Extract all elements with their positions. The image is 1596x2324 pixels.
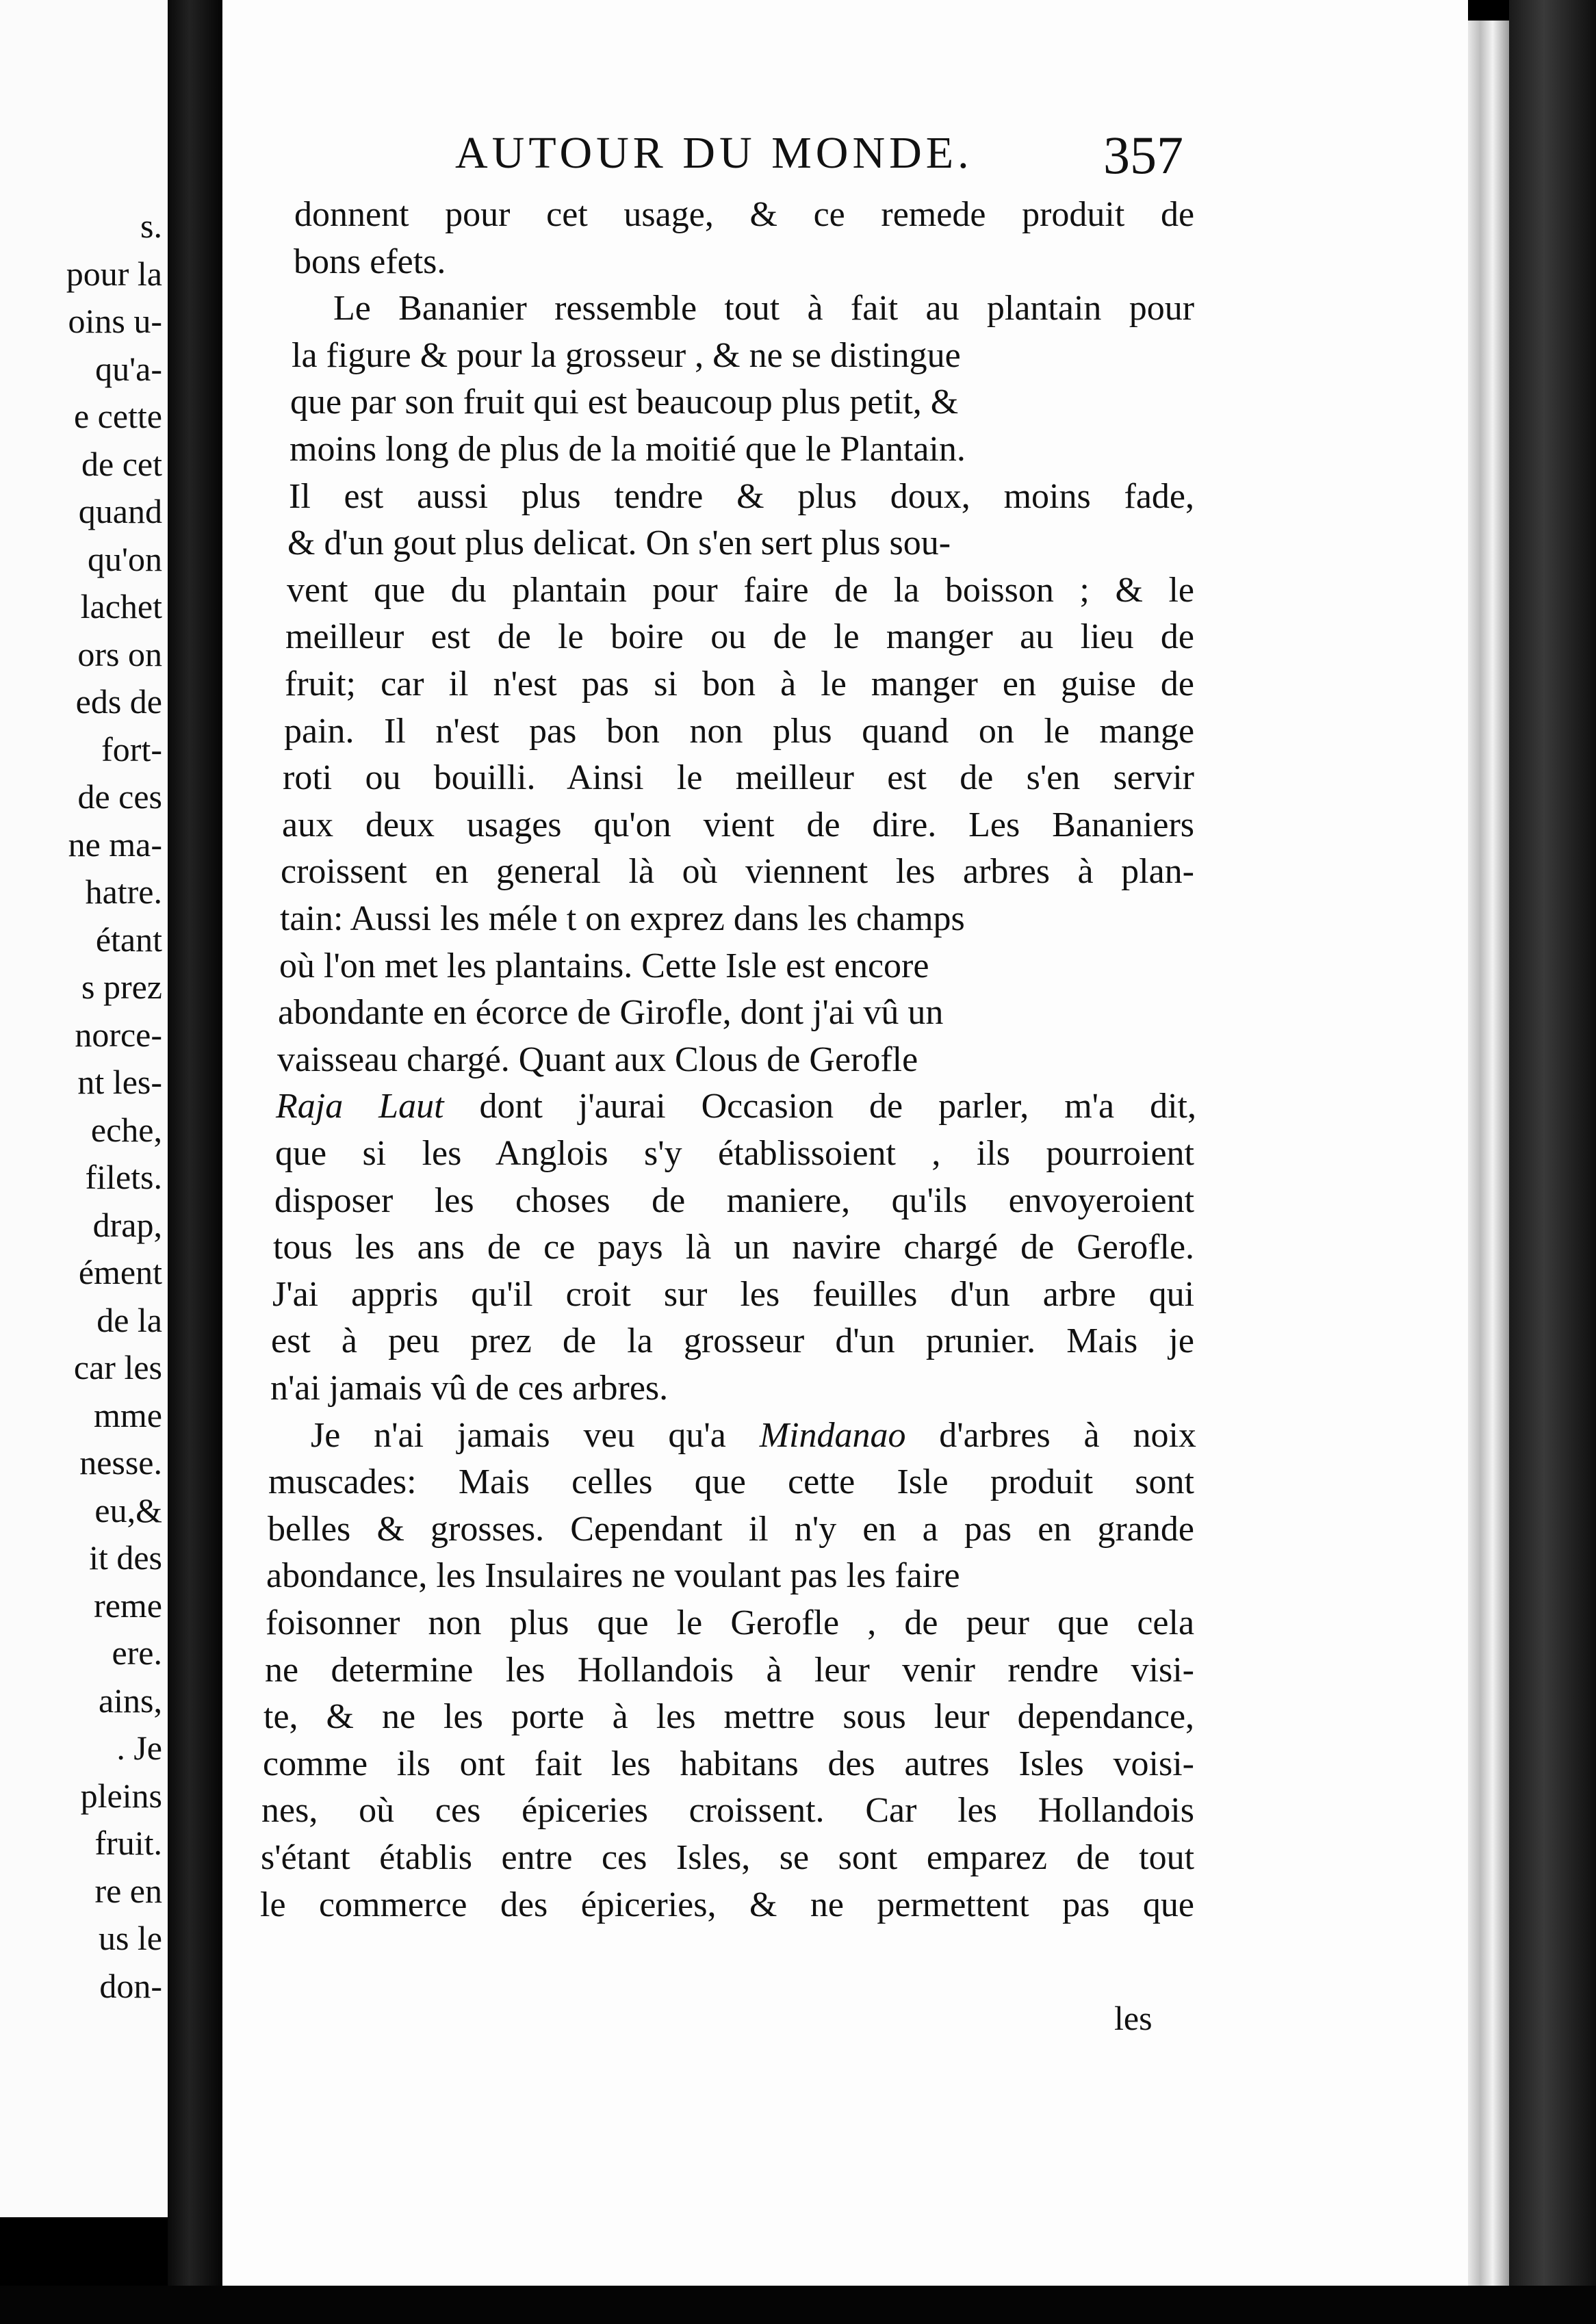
- body-text-line: disposer les choses de maniere, qu'ils envoyeroient: [274, 1180, 1195, 1220]
- page-number: 357: [1103, 125, 1183, 185]
- left-page-line: eds de: [75, 682, 162, 721]
- body-text-line: n'ai jamais vû de ces arbres.: [270, 1369, 669, 1408]
- body-text-line: meilleur est de le boire ou de le manger au lieu de: [285, 617, 1194, 657]
- body-text-line: que si les Anglois s'y établissoient , ils pourroient: [275, 1134, 1194, 1173]
- left-page-line: s prez: [81, 968, 162, 1006]
- left-page-line: s.: [140, 207, 162, 245]
- body-text-line: fruit; car il n'est pas si bon à le manger en guise de: [285, 664, 1195, 703]
- body-text-line: vaisseau chargé. Quant aux Clous de Gerofle: [277, 1040, 918, 1079]
- left-page-line: it des: [89, 1538, 162, 1577]
- body-text-line: la figure & pour la grosseur , & ne se distingue: [292, 335, 961, 375]
- left-page-line: car les: [73, 1348, 162, 1386]
- left-page-line: drap,: [92, 1205, 162, 1244]
- left-page-line: filets.: [85, 1158, 162, 1196]
- left-page-line: pour la: [66, 254, 162, 293]
- page-edges: [1468, 21, 1509, 2286]
- left-page-line: re en: [94, 1871, 162, 1910]
- body-text-line: ne determine les Hollandois à leur venir rendre visi-: [265, 1650, 1195, 1690]
- left-page-line: fort-: [101, 730, 162, 769]
- left-page-line: fruit.: [94, 1824, 162, 1862]
- left-page-line: e cette: [73, 397, 162, 435]
- bottom-shadow: [0, 2286, 1596, 2324]
- body-text-line: que par son fruit qui est beaucoup plus petit, &: [290, 383, 959, 422]
- body-text-line: abondante en écorce de Girofle, dont j'ai vû un: [278, 993, 944, 1033]
- body-text-line: Le Bananier ressemble tout à fait au plantain pour: [333, 289, 1195, 328]
- body-text-line: s'étant établis entre ces Isles, se sont emparez de tout: [261, 1838, 1195, 1877]
- catchword: les: [1114, 1999, 1153, 2037]
- body-text-line: tain: Aussi les méle t on exprez dans les champs: [280, 899, 965, 938]
- left-page-line: reme: [94, 1586, 162, 1625]
- left-page-line: norce-: [75, 1015, 162, 1054]
- body-text-line: bons efets.: [294, 242, 446, 281]
- body-text-line: Il est aussi plus tendre & plus doux, moins fade,: [289, 476, 1194, 516]
- left-page-line: pleins: [80, 1776, 162, 1815]
- left-page-line: de cet: [81, 444, 162, 483]
- body-text-line: où l'on met les plantains. Cette Isle est encore: [279, 946, 929, 985]
- body-text-line: belles & grosses. Cependant il n'y en a pas en grande: [268, 1509, 1195, 1549]
- body-text-line: nes, où ces épiceries croissent. Car les Hollandois: [261, 1791, 1194, 1831]
- left-page-line: de la: [96, 1300, 162, 1339]
- body-text-line: le commerce des épiceries, & ne permettent pas que: [260, 1885, 1195, 1924]
- book-gutter: [168, 0, 222, 2324]
- left-page-line: eu,&: [94, 1490, 162, 1529]
- left-page-line: hatre.: [85, 873, 162, 911]
- left-page-line: . Je: [116, 1729, 162, 1767]
- right-binding-shadow: [1509, 0, 1596, 2324]
- body-text-line: pain. Il n'est pas bon non plus quand on le mange: [284, 711, 1195, 751]
- left-page-line: nesse.: [79, 1443, 162, 1482]
- body-text-line: donnent pour cet usage, & ce remede produit de: [294, 195, 1195, 234]
- body-text-line: aux deux usages qu'on vient de dire. Les Bananiers: [282, 805, 1195, 844]
- left-facing-page: [0, 0, 168, 2217]
- left-page-line: lachet: [80, 587, 162, 625]
- body-text-line: est à peu prez de la grosseur d'un prunier. Mais je: [271, 1321, 1194, 1361]
- left-page-line: de ces: [77, 777, 162, 816]
- body-text-line: muscades: Mais celles que cette Isle produit sont: [268, 1462, 1194, 1502]
- left-page-line: qu'on: [87, 539, 162, 578]
- body-text-line: comme ils ont fait les habitans des autres Isles voisi-: [263, 1744, 1194, 1783]
- left-page-line: mme: [94, 1395, 162, 1434]
- left-page-line: qu'a-: [95, 349, 162, 388]
- left-page-line: ere.: [112, 1634, 162, 1672]
- body-text-line: abondance, les Insulaires ne voulant pas les faire: [266, 1556, 960, 1596]
- body-text-line: vent que du plantain pour faire de la boisson ; & le: [287, 570, 1194, 610]
- left-page-line: us le: [98, 1919, 162, 1957]
- left-page-line: ément: [78, 1253, 162, 1291]
- body-text-line: Raja Laut dont j'aurai Occasion de parler, m'a dit,: [276, 1087, 1196, 1126]
- body-text-line: croissent en general là où viennent les arbres à plan-: [281, 852, 1194, 892]
- left-page-line: ors on: [77, 634, 162, 673]
- left-page-line: quand: [78, 492, 162, 530]
- left-page-line: étant: [95, 920, 162, 959]
- body-text-line: & d'un gout plus delicat. On s'en sert plus sou-: [287, 524, 951, 563]
- left-page-line: don-: [99, 1966, 162, 2005]
- left-page-line: eche,: [90, 1110, 162, 1149]
- body-text-line: tous les ans de ce pays là un navire chargé de Gerofle.: [273, 1228, 1195, 1267]
- body-text-line: te, & ne les porte à les mettre sous leur dependance,: [263, 1697, 1195, 1737]
- body-text-line: Je n'ai jamais veu qu'a Mindanao d'arbres à noix: [311, 1415, 1196, 1455]
- left-page-line: ains,: [98, 1681, 162, 1720]
- left-page-line: ne ma-: [68, 825, 162, 864]
- body-text-line: J'ai appris qu'il croit sur les feuilles d'un arbre qui: [272, 1274, 1195, 1314]
- body-text-line: moins long de plus de la moitié que le Plantain.: [289, 430, 966, 469]
- body-text-line: foisonner non plus que le Gerofle , de peur que cela: [266, 1603, 1195, 1642]
- left-page-line: oins u-: [68, 302, 162, 340]
- body-text-line: roti ou bouilli. Ainsi le meilleur est de s'en servir: [283, 758, 1194, 798]
- left-page-line: nt les-: [77, 1063, 162, 1101]
- running-head: AUTOUR DU MONDE.: [455, 128, 973, 178]
